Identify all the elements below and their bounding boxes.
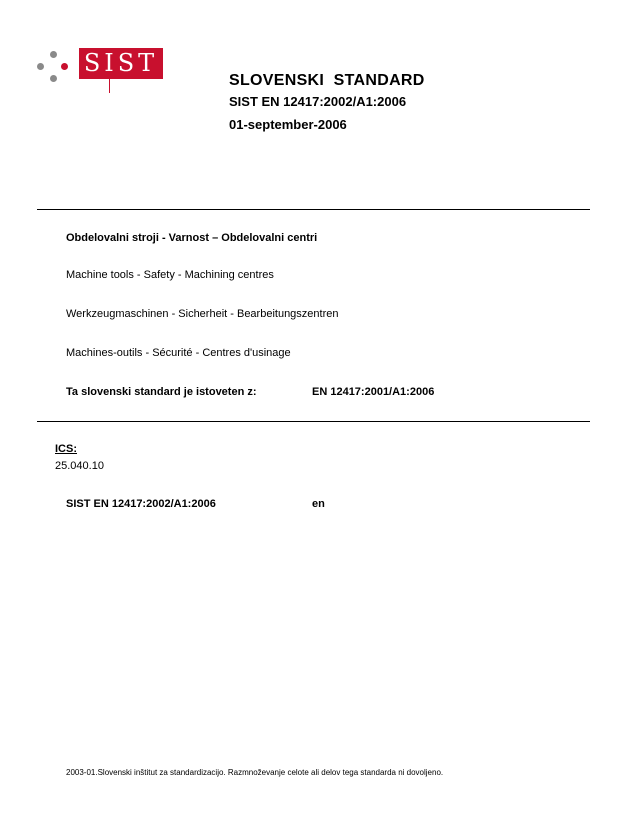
- document-reference: SIST EN 12417:2002/A1:2006: [66, 498, 216, 510]
- title-slovenian: Obdelovalni stroji - Varnost – Obdelovalni centri: [66, 232, 318, 244]
- ics-code: 25.040.10: [55, 460, 104, 472]
- standard-heading: SLOVENSKI STANDARD: [229, 72, 425, 89]
- publication-date: 01-september-2006: [229, 117, 347, 132]
- title-english: Machine tools - Safety - Machining centres: [66, 269, 274, 281]
- identity-label: Ta slovenski standard je istoveten z:: [66, 386, 257, 398]
- logo-dot: [50, 75, 57, 82]
- sist-logo: SIST: [79, 48, 163, 79]
- logo-dot: [50, 51, 57, 58]
- ics-label: ICS:: [55, 443, 77, 455]
- document-language: en: [312, 498, 325, 510]
- logo-divider: [109, 79, 110, 93]
- title-french: Machines-outils - Sécurité - Centres d'usinage: [66, 347, 291, 359]
- top-rule: [37, 209, 590, 210]
- copyright-footer: 2003-01.Slovenski inštitut za standardizacijo. Razmnoževanje celote ali delov tega standarda ni dovoljeno.: [66, 768, 444, 777]
- logo-dots: [37, 51, 71, 85]
- document-id: SIST EN 12417:2002/A1:2006: [229, 94, 407, 109]
- identity-value: EN 12417:2001/A1:2006: [312, 386, 435, 398]
- logo-dot: [37, 63, 44, 70]
- title-german: Werkzeugmaschinen - Sicherheit - Bearbeitungszentren: [66, 308, 339, 320]
- logo-dot: [61, 63, 68, 70]
- middle-rule: [37, 421, 590, 422]
